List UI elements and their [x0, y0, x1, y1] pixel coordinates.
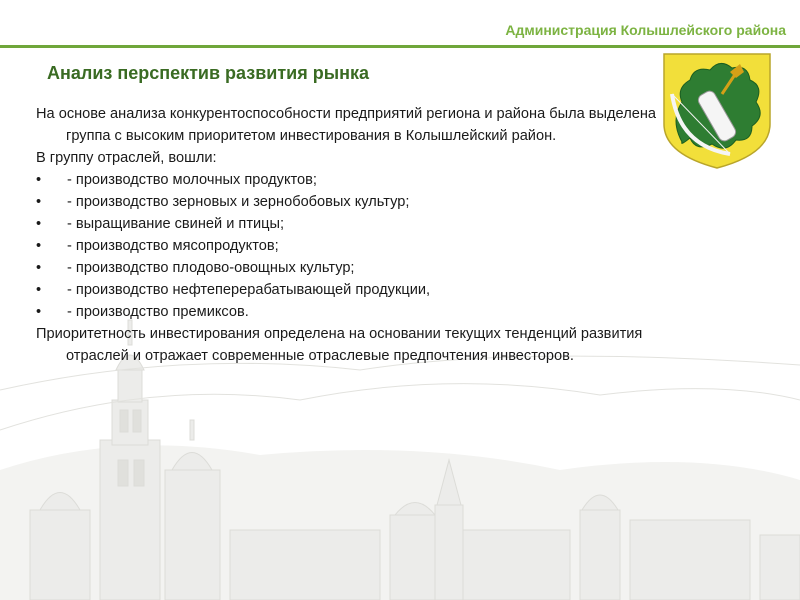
bullet-icon: •: [36, 282, 42, 298]
organization-title: Администрация Колышлейского района: [505, 22, 786, 38]
list-item: • - производство нефтеперерабатывающей продукции,: [36, 279, 656, 301]
slide-body: [36, 103, 656, 367]
bullet-icon: •: [36, 238, 42, 254]
conclusion-paragraph: Приоритетность инвестирования определена на основании текущих тенденций развития отраслей и отражает современные отраслевые предпочтения инвесторов.: [36, 326, 643, 364]
list-item: • - производство плодово-овощных культур;: [36, 257, 656, 279]
industry-list: [36, 169, 656, 323]
list-item: • - выращивание свиней и птицы;: [36, 213, 656, 235]
bullet-icon: •: [36, 304, 42, 320]
slide-title: Анализ перспектив развития рынка: [47, 63, 370, 83]
bullet-icon: •: [36, 172, 42, 188]
list-item: • - производство зерновых и зернобобовых культур;: [36, 191, 656, 213]
bullet-icon: •: [36, 260, 42, 276]
list-item: • - производство молочных продуктов;: [36, 169, 656, 191]
list-item: • - производство премиксов.: [36, 301, 656, 323]
coat-of-arms-icon: [660, 50, 774, 170]
group-lead-text: В группу отраслей, вошли:: [36, 150, 217, 166]
bullet-icon: •: [36, 194, 42, 210]
bullet-icon: •: [36, 216, 42, 232]
list-item: • - производство мясопродуктов;: [36, 235, 656, 257]
intro-paragraph: На основе анализа конкурентоспособности предприятий региона и района была выделена группа с высоким приоритетом инвестирования в Колышлейский район.: [36, 106, 656, 144]
header-divider: [0, 45, 800, 48]
